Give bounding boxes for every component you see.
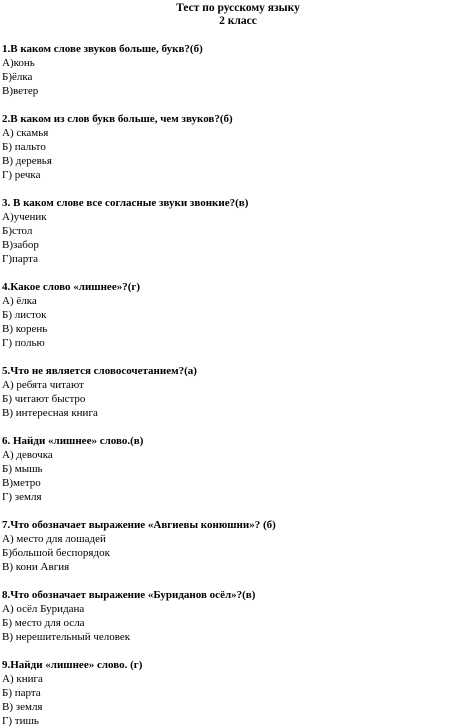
answer-option: В) нерешительный человек (2, 631, 131, 643)
answer-option: А)ученик (2, 211, 47, 223)
document-title: Тест по русскому языку (176, 2, 300, 14)
question-block-5 (2, 364, 474, 420)
question-block-8 (2, 588, 474, 644)
question-text: 4.Какое слово «лишнее»?(г) (2, 281, 141, 293)
answer-option: Г) полью (2, 337, 45, 349)
answer-option: А)конь (2, 57, 35, 69)
answer-option: Б)большой беспорядок (2, 547, 110, 559)
question-text: 6. Найди «лишнее» слово.(в) (2, 435, 144, 447)
question-block-3 (2, 196, 474, 266)
question-text: 7.Что обозначает выражение «Авгиевы конюшни»? (б) (2, 519, 276, 531)
answer-option: В) деревья (2, 155, 52, 167)
answer-option: Б) листок (2, 309, 47, 321)
answer-options (2, 126, 474, 182)
answer-option: Б) читают быстро (2, 393, 86, 405)
answer-option: В) корень (2, 323, 48, 335)
question-block-7 (2, 518, 474, 574)
answer-options (2, 602, 474, 644)
answer-option: Б) пальто (2, 141, 46, 153)
question-text: 1.В каком слове звуков больше, букв?(б) (2, 43, 203, 55)
answer-options (2, 56, 474, 98)
answer-option: В)забор (2, 239, 39, 251)
question-text: 9.Найди «лишнее» слово. (г) (2, 659, 143, 671)
answer-options (2, 210, 474, 266)
question-text: 5.Что не является словосочетанием?(а) (2, 365, 197, 377)
answer-option: Б)стол (2, 225, 33, 237)
answer-options (2, 448, 474, 504)
answer-option: В) земля (2, 701, 43, 713)
answer-option: В) интересная книга (2, 407, 98, 419)
answer-options (2, 532, 474, 574)
answer-option: А) осёл Буридана (2, 603, 85, 615)
question-block-1 (2, 42, 474, 98)
answer-option: А) скамья (2, 127, 49, 139)
answer-option: А) девочка (2, 449, 53, 461)
question-block-9 (2, 658, 474, 728)
answer-option: В) кони Авгия (2, 561, 70, 573)
answer-option: А) место для лошадей (2, 533, 106, 545)
question-text: 2.В каком из слов букв больше, чем звуков?(б) (2, 113, 233, 125)
answer-option: А) ребята читают (2, 379, 84, 391)
answer-options (2, 378, 474, 420)
question-text: 3. В каком слове все согласные звуки звонкие?(в) (2, 197, 249, 209)
answer-option: Г)парта (2, 253, 38, 265)
answer-option: Г) тишь (2, 715, 39, 727)
answer-options (2, 294, 474, 350)
questions-list (2, 42, 474, 728)
answer-option: Б) парта (2, 687, 41, 699)
answer-options (2, 672, 474, 728)
question-block-6 (2, 434, 474, 504)
answer-option: Б) место для осла (2, 617, 85, 629)
answer-option: А) книга (2, 673, 43, 685)
answer-option: Г) земля (2, 491, 42, 503)
answer-option: В)метро (2, 477, 41, 489)
answer-option: В)ветер (2, 85, 39, 97)
answer-option: Б)ёлка (2, 71, 33, 83)
question-block-2 (2, 112, 474, 182)
answer-option: Б) мышь (2, 463, 43, 475)
answer-option: Г) речка (2, 169, 41, 181)
answer-option: А) ёлка (2, 295, 37, 307)
question-block-4 (2, 280, 474, 350)
document-subtitle: 2 класс (219, 15, 257, 27)
question-text: 8.Что обозначает выражение «Буриданов осёл»?(в) (2, 589, 256, 601)
